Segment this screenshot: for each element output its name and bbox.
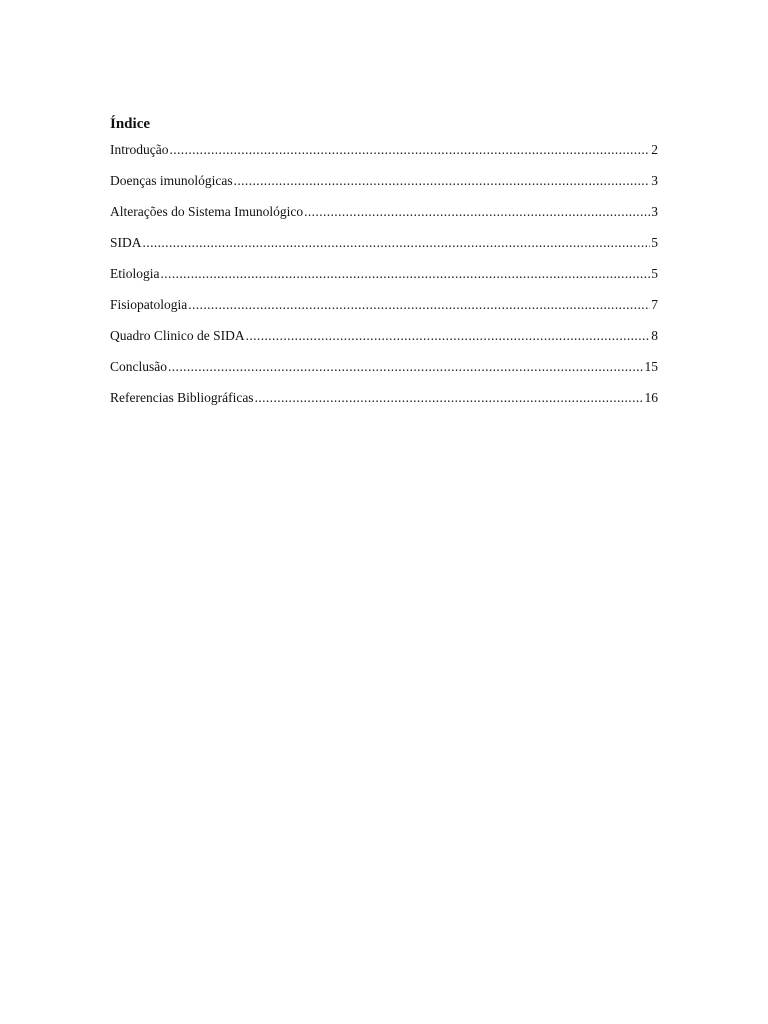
toc-dot-leader — [161, 264, 651, 284]
toc-dot-leader — [255, 388, 644, 408]
toc-entry-fisiopatologia[interactable] — [110, 295, 658, 326]
toc-entry-page: 15 — [644, 359, 658, 374]
toc-dot-leader — [143, 233, 651, 253]
toc-entry-conclusao[interactable] — [110, 357, 658, 388]
toc-entry-doencas-imunologicas[interactable] — [110, 171, 658, 202]
toc-entry-etiologia[interactable] — [110, 264, 658, 295]
toc-dot-leader — [246, 326, 651, 346]
toc-entry-title: Alterações do Sistema Imunológico — [110, 204, 304, 219]
toc-entry-title: Referencias Bibliográficas — [110, 390, 254, 405]
toc-entry-page: 16 — [644, 390, 658, 405]
toc-entry-alteracoes-sistema-imunologico[interactable] — [110, 202, 658, 233]
toc-dot-leader — [234, 171, 651, 191]
toc-entry-title: SIDA — [110, 235, 142, 250]
toc-entry-page: 5 — [651, 266, 658, 281]
toc-entry-introducao[interactable] — [110, 140, 658, 171]
toc-entry-page: 5 — [651, 235, 658, 250]
toc-entry-sida[interactable] — [110, 233, 658, 264]
toc-dot-leader — [188, 295, 650, 315]
toc-entry-page: 7 — [651, 297, 658, 312]
toc-dot-leader — [168, 357, 644, 377]
toc-entry-page: 2 — [651, 142, 658, 157]
toc-entry-title: Introdução — [110, 142, 169, 157]
toc-entry-page: 8 — [651, 328, 658, 343]
toc-entry-page: 3 — [651, 204, 658, 219]
toc-dot-leader — [169, 140, 650, 160]
toc-entry-quadro-clinico-sida[interactable] — [110, 326, 658, 357]
toc-entry-title: Conclusão — [110, 359, 167, 374]
toc-entry-title: Doenças imunológicas — [110, 173, 233, 188]
toc-dot-leader — [304, 202, 650, 222]
toc-entry-title: Quadro Clinico de SIDA — [110, 328, 245, 343]
table-of-contents — [110, 114, 658, 419]
toc-list — [110, 140, 658, 419]
toc-entry-referencias-bibliograficas[interactable] — [110, 388, 658, 419]
toc-heading: Índice — [110, 116, 151, 132]
toc-entry-page: 3 — [651, 173, 658, 188]
toc-entry-title: Fisiopatologia — [110, 297, 188, 312]
toc-entry-title: Etiologia — [110, 266, 160, 281]
